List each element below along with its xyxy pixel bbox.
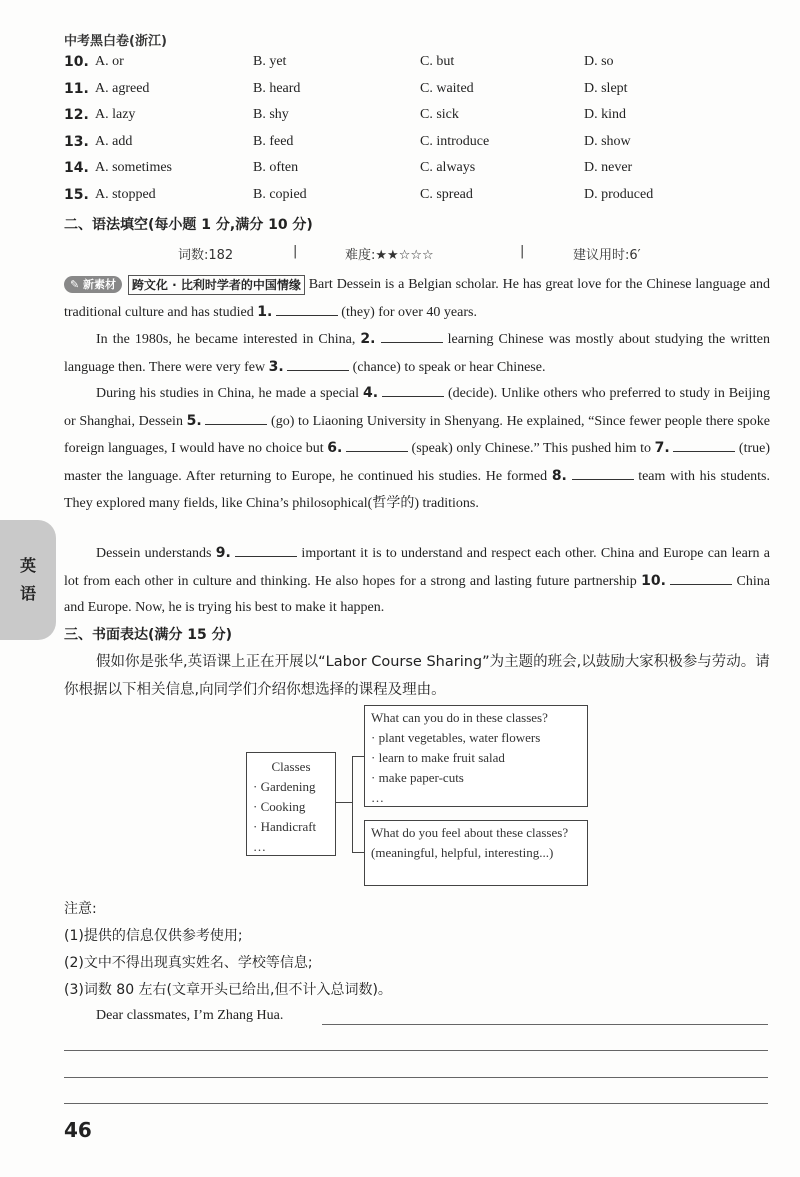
answer-blank[interactable] — [381, 329, 443, 343]
passage-paragraph-2: In the 1980s, he became interested in China, 2. learning Chinese was mostly about studying the written language then. There were very few 3. (chance) to speak or hear Chinese. — [64, 331, 770, 375]
activity-item: … — [371, 790, 384, 805]
question-number: 10. — [64, 54, 89, 70]
new-material-badge: ✎ 新素材 — [64, 276, 122, 293]
note-item: (2)文中不得出现真实姓名、学校等信息; — [64, 955, 313, 971]
activity-item: · learn to make fruit salad — [371, 750, 505, 765]
option-c: C. introduce — [420, 133, 490, 149]
option-a: A. lazy — [95, 107, 136, 122]
class-item: · Gardening — [253, 779, 316, 794]
diagram-connector — [352, 756, 364, 757]
activity-item: · make paper-cuts — [371, 770, 464, 785]
option-c: C. waited — [420, 80, 474, 96]
page-number: 46 — [64, 1118, 92, 1142]
option-b: B. often — [253, 160, 299, 175]
note-item: (3)词数 80 左右(文章开头已给出,但不计入总词数)。 — [64, 982, 392, 998]
diagram-connector — [336, 802, 352, 803]
book-title: 中考黑白卷(浙江) — [64, 34, 167, 49]
passage-paragraph-3: During his studies in China, he made a special 4. (decide). Unlike others who preferred to study in Beijing or Shanghai, Dessein 5. (go) to Liaoning University in Shenyang. He explained, “Since fewer people there spoke foreign languages, I would have no choice but 6. (speak) only Chinese.” This pushed him to 7. (true) master the language. After returning to Europe, he continued his studies. He formed 8. team with his students. They explored many fields, like China’s philosophical(哲学的) traditions. — [64, 385, 771, 511]
option-b: B. shy — [253, 107, 289, 122]
feelings-box — [364, 820, 588, 886]
passage-paragraph-4: Dessein understands 9. important it is to understand and respect each other. China and Europe can learn a lot from each other in culture and thinking. He also hopes for a strong and lasting future partnership 10. China and Europe. Now, he is trying his best to make it happen. — [64, 545, 771, 616]
answer-blank[interactable] — [205, 411, 267, 425]
classes-box — [246, 752, 336, 856]
info-separator: | — [520, 244, 525, 259]
question-row — [64, 187, 764, 214]
activities-question: What can you do in these classes? — [371, 710, 548, 725]
writing-line[interactable] — [64, 1050, 768, 1051]
option-a: A. add — [95, 133, 133, 149]
class-item: … — [253, 839, 266, 854]
activity-item: · plant vegetables, water flowers — [371, 730, 541, 745]
answer-blank[interactable] — [572, 466, 634, 480]
option-d: D. show — [584, 133, 631, 149]
class-item: · Handicraft — [253, 819, 317, 834]
diagram-connector — [352, 756, 353, 852]
answer-blank[interactable] — [276, 302, 338, 316]
option-c: C. spread — [420, 186, 473, 202]
writing-line[interactable] — [322, 1024, 768, 1025]
option-b: B. feed — [253, 133, 294, 149]
classes-title: Classes — [271, 759, 311, 774]
option-b: B. yet — [253, 54, 287, 69]
option-d: D. kind — [584, 107, 626, 122]
diagram-connector — [352, 852, 364, 853]
feelings-options: (meaningful, helpful, interesting...) — [371, 845, 554, 860]
subject-side-tab: 英 语 — [0, 520, 56, 640]
answer-blank[interactable] — [346, 438, 408, 452]
feelings-question: What do you feel about these classes? — [371, 825, 569, 840]
writing-line[interactable] — [64, 1103, 768, 1104]
question-number: 14. — [64, 160, 89, 176]
word-count: 词数:182 — [178, 248, 234, 263]
info-separator: | — [293, 244, 298, 259]
activities-box — [364, 705, 588, 807]
notes-title: 注意: — [64, 901, 97, 917]
question-row — [64, 54, 764, 81]
option-b: B. heard — [253, 80, 301, 96]
question-row — [64, 81, 764, 108]
writing-line[interactable] — [64, 1077, 768, 1078]
section-2-heading: 二、语法填空(每小题 1 分,满分 10 分) — [64, 217, 313, 233]
notes-block — [64, 896, 392, 1004]
topic-label: 跨文化 · 比利时学者的中国情缘 — [128, 275, 305, 295]
option-a: A. stopped — [95, 186, 156, 202]
essay-opening: Dear classmates, I’m Zhang Hua. — [96, 1008, 284, 1023]
writing-prompt: 假如你是张华,英语课上正在开展以“Labor Course Sharing”为主题的班会,以鼓励大家积极参与劳动。请你根据以下相关信息,向同学们介绍你想选择的课程及理由。 — [64, 654, 770, 698]
option-a: A. agreed — [95, 80, 150, 96]
answer-blank[interactable] — [382, 383, 444, 397]
difficulty-rating: 难度:★★☆☆☆ — [345, 248, 434, 263]
answer-blank[interactable] — [673, 438, 735, 452]
option-c: C. always — [420, 160, 476, 175]
option-a: A. or — [95, 54, 124, 69]
option-b: B. copied — [253, 186, 307, 202]
answer-blank[interactable] — [287, 357, 349, 371]
option-d: D. never — [584, 160, 633, 175]
option-d: D. produced — [584, 186, 654, 202]
answer-blank[interactable] — [670, 571, 732, 585]
question-row — [64, 107, 764, 134]
option-c: C. but — [420, 54, 455, 69]
section-3-heading: 三、书面表达(满分 15 分) — [64, 627, 233, 643]
question-number: 11. — [64, 80, 89, 97]
note-item: (1)提供的信息仅供参考使用; — [64, 928, 243, 944]
option-c: C. sick — [420, 107, 459, 122]
passage-paragraph-1: ✎ 新素材 跨文化 · 比利时学者的中国情缘 Bart Dessein is a Belgian scholar. He has great love for the Chinese language and traditional culture and has studied 1. (they) for over 40 years. — [64, 272, 770, 326]
question-row — [64, 134, 764, 161]
answer-blank[interactable] — [235, 543, 297, 557]
option-d: D. so — [584, 54, 614, 69]
question-number: 13. — [64, 133, 89, 150]
suggested-time: 建议用时:6′ — [573, 248, 641, 263]
question-number: 12. — [64, 107, 89, 123]
question-row — [64, 160, 764, 187]
option-a: A. sometimes — [95, 160, 172, 175]
multiple-choice-options — [64, 54, 764, 213]
question-number: 15. — [64, 186, 89, 203]
option-d: D. slept — [584, 80, 628, 96]
class-item: · Cooking — [253, 799, 306, 814]
